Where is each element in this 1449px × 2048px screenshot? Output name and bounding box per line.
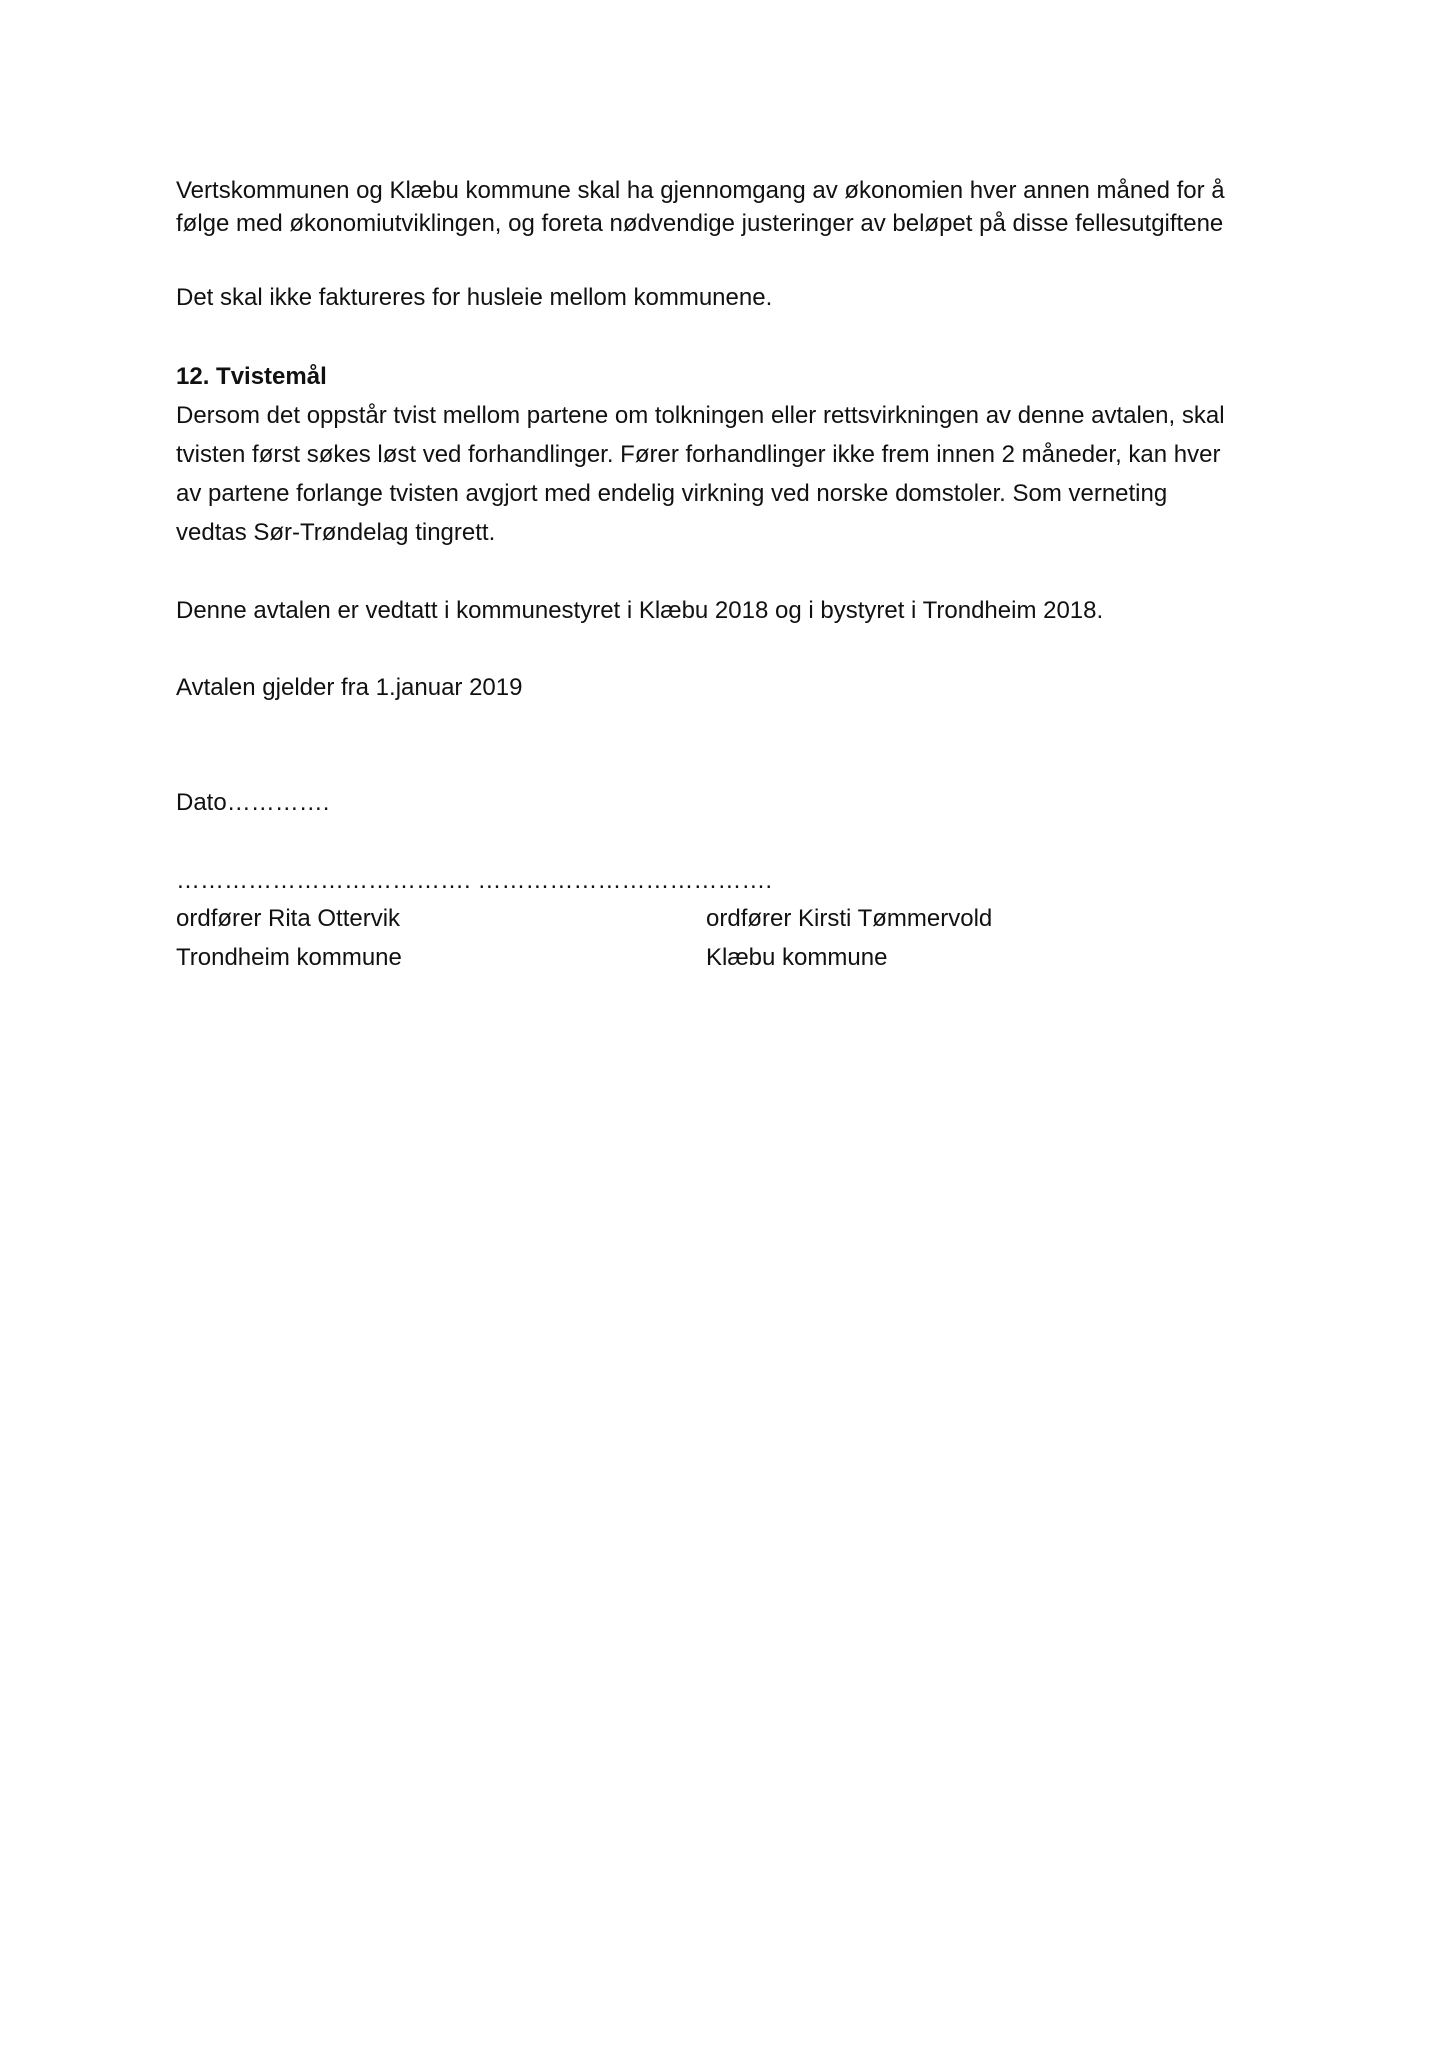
signatory-left-title: ordfører Rita Ottervik [176, 905, 401, 932]
paragraph-dispute-line-2: tvisten først søkes løst ved forhandlinger. Fører forhandlinger ikke frem innen 2 måneder, kan hver [176, 441, 1221, 468]
paragraph-dispute-line-4: vedtas Sør-Trøndelag tingrett. [176, 519, 496, 546]
paragraph-economy-line-1: Vertskommunen og Klæbu kommune skal ha gjennomgang av økonomien hver annen måned for å [176, 177, 1225, 204]
paragraph-dispute-line-1: Dersom det oppstår tvist mellom partene om tolkningen eller rettsvirkningen av denne avtalen, skal [176, 402, 1225, 429]
paragraph-adoption: Denne avtalen er vedtatt i kommunestyret i Klæbu 2018 og i bystyret i Trondheim 2018. [176, 597, 1104, 624]
paragraph-economy-line-2: følge med økonomiutviklingen, og foreta nødvendige justeringer av beløpet på disse fellesutgiftene [176, 210, 1224, 237]
signature-dotted-line: ………………………………. ………………………………. [176, 867, 773, 894]
signatory-right-title: ordfører Kirsti Tømmervold [706, 905, 993, 932]
section-heading-dispute: 12. Tvistemål [176, 363, 327, 390]
paragraph-effective-date: Avtalen gjelder fra 1.januar 2019 [176, 674, 523, 701]
paragraph-rent: Det skal ikke faktureres for husleie mellom kommunene. [176, 284, 773, 311]
signatory-right-org: Klæbu kommune [706, 944, 888, 971]
signatory-left-org: Trondheim kommune [176, 944, 402, 971]
date-line: Dato…………. [176, 789, 330, 816]
paragraph-dispute-line-3: av partene forlange tvisten avgjort med endelig virkning ved norske domstoler. Som verneting [176, 480, 1168, 507]
